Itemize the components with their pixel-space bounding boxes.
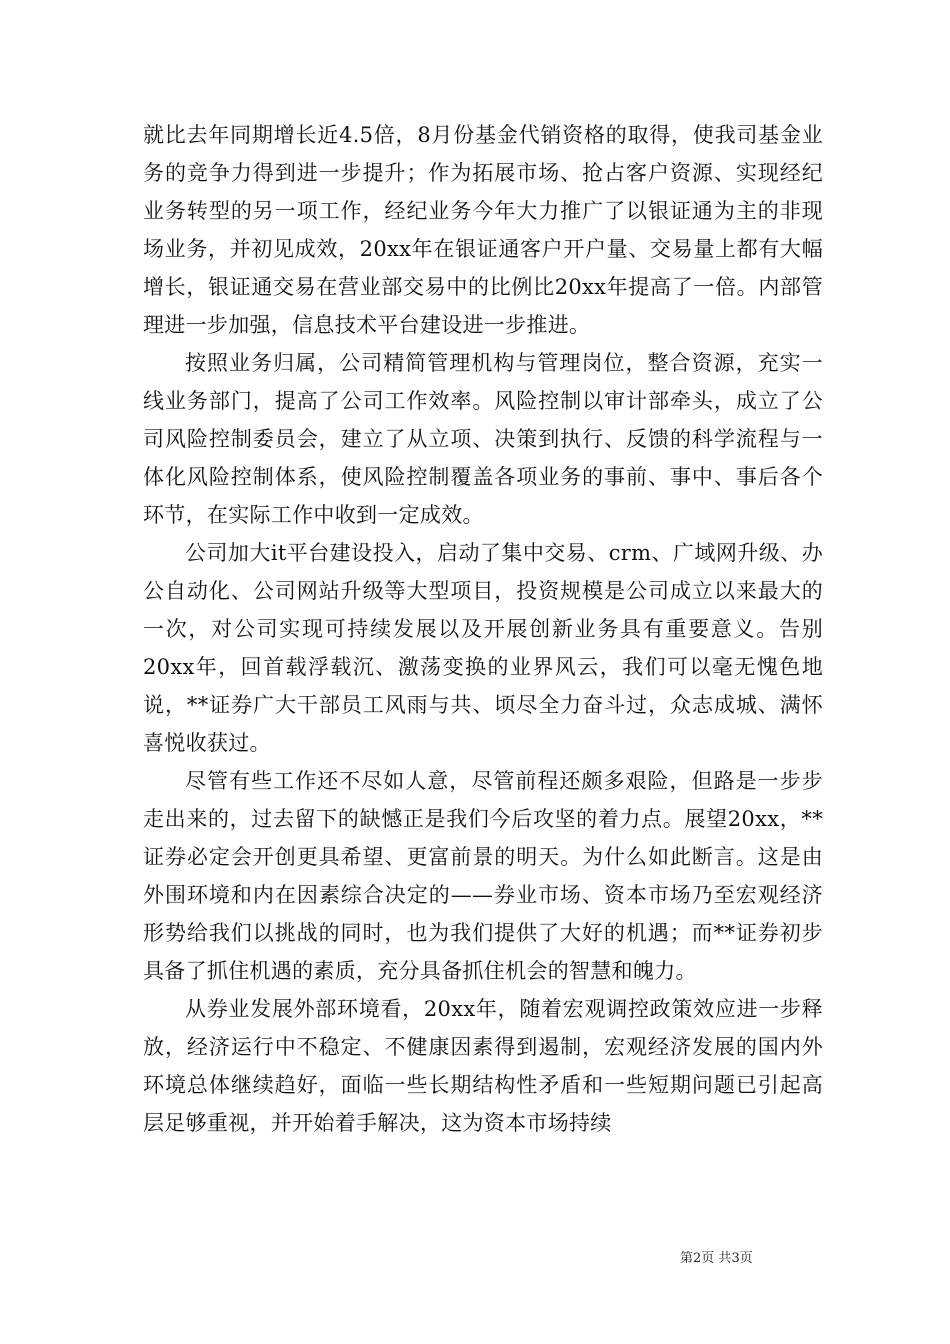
paragraph-5: 从券业发展外部环境看，20xx年，随着宏观调控政策效应进一步释放，经济运行中不稳定、不健康因素得到遏制，宏观经济发展的国内外环境总体继续趋好，面临一些长期结构性矛盾和一些短期问题已引起高层足够重视，并开始着手解决，这为资本市场持续 [143,997,823,1135]
paragraph-3: 公司加大it平台建设投入，启动了集中交易、crm、广域网升级、办公自动化、公司网站升级等大型项目，投资规模是公司成立以来最大的一次，对公司实现可持续发展以及开展创新业务具有重要意义。告别20xx年，回首载浮载沉、激荡变换的业界风云，我们可以毫无愧色地说，**证券广大干部员工风雨与共、顷尽全力奋斗过，众志成城、满怀喜悦收获过。 [143,541,823,755]
footer-current-page: 2 [693,1251,702,1266]
paragraph-1: 就比去年同期增长近4.5倍，8月份基金代销资格的取得，使我司基金业务的竞争力得到进一步提升；作为拓展市场、抢占客户资源、实现经纪业务转型的另一项工作，经纪业务今年大力推广了以银证通为主的非现场业务，并初见成效，20xx年在银证通客户开户量、交易量上都有大幅增长，银证通交易在营业部交易中的比例比20xx年提高了一倍。内部管理进一步加强，信息技术平台建设进一步推进。 [143,123,823,337]
footer-prefix: 第 [680,1251,694,1266]
page-footer [680,1250,830,1268]
footer-total-pages: 3 [731,1251,740,1266]
document-body [143,116,823,1142]
paragraph-4: 尽管有些工作还不尽如人意，尽管前程还颇多艰险，但路是一步步走出来的，过去留下的缺憾正是我们今后攻坚的着力点。展望20xx，**证券必定会开创更具希望、更富前景的明天。为什么如此断言。这是由外围环境和内在因素综合决定的——券业市场、资本市场乃至宏观经济形势给我们以挑战的同时，也为我们提供了大好的机遇；而**证券初步具备了抓住机遇的素质，充分具备抓住机会的智慧和魄力。 [143,769,823,983]
footer-suffix: 页 [739,1251,753,1266]
paragraph-2: 按照业务归属，公司精简管理机构与管理岗位，整合资源，充实一线业务部门，提高了公司工作效率。风险控制以审计部牵头，成立了公司风险控制委员会，建立了从立项、决策到执行、反馈的科学流程与一体化风险控制体系，使风险控制覆盖各项业务的事前、事中、事后各个环节，在实际工作中收到一定成效。 [143,351,823,527]
footer-middle: 页 共 [701,1251,732,1266]
